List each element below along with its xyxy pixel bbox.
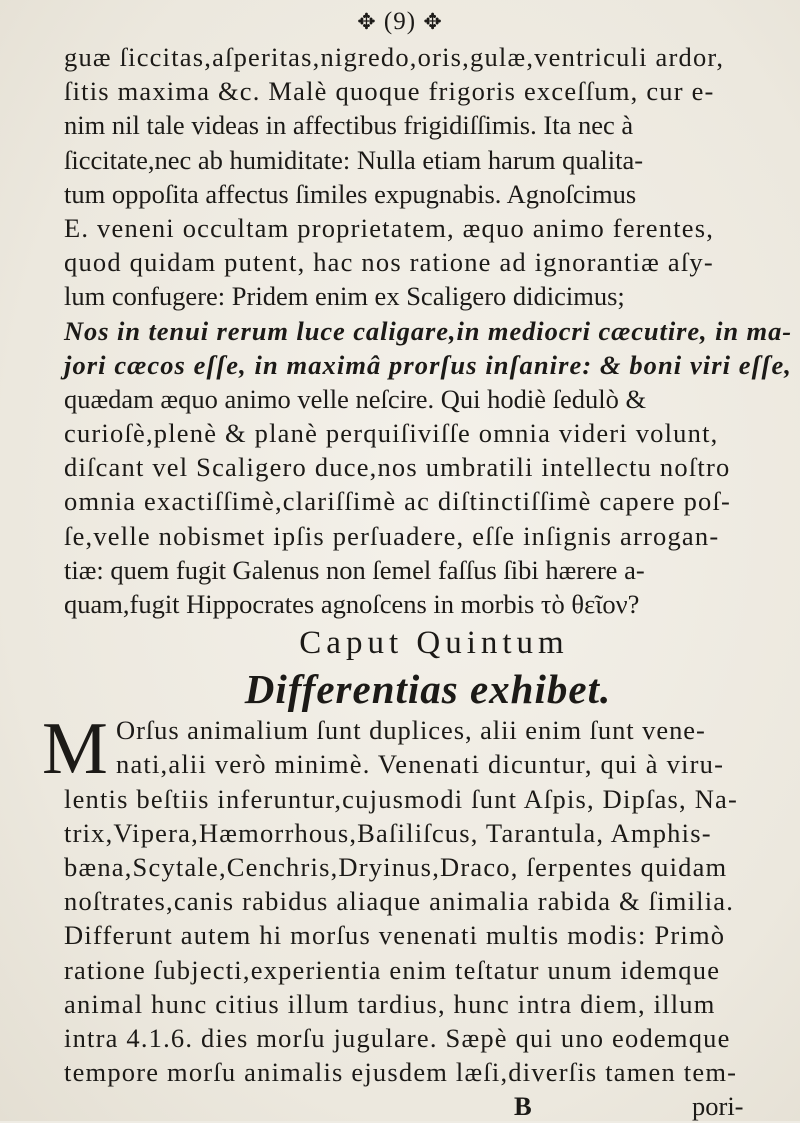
text-line: tempore morſu animalis ejusdem læſi,diverſis tamen tem- bbox=[64, 1057, 738, 1088]
quotation-line: Nos in tenui rerum luce caligare,in mediocri cæcutire, in ma- bbox=[64, 315, 792, 346]
text-line-content: Orſus animalium ſunt duplices, alii enim ſunt vene- bbox=[116, 715, 706, 746]
text-line: E. veneni occultam proprietatem, æquo animo ferentes, bbox=[64, 212, 715, 243]
text-line: omnia exactiſſimè,clariſſimè ac diſtinctiſſimè capere poſ- bbox=[64, 486, 732, 517]
text-line: curioſè,plenè & planè perquiſiviſſe omnia videri volunt, bbox=[64, 418, 719, 449]
quotation-line: jori cæcos eſſe, in maximâ prorſus inſanire: & boni viri eſſe, bbox=[64, 349, 792, 380]
page-header bbox=[0, 8, 800, 36]
text-line: animal hunc citius illum tardius, hunc intra diem, illum bbox=[64, 988, 716, 1019]
text-line: intra 4.1.6. dies morſu jugulare. Sæpè qui uno eodemque bbox=[64, 1022, 731, 1053]
text-line: nati,alii verò minimè. Venenati dicuntur, qui à viru- bbox=[116, 749, 725, 780]
text-line: quam,fugit Hippocrates agnoſcens in morbis τὸ θεῖον? bbox=[64, 589, 640, 619]
text-line: Differunt autem hi morſus venenati multis modis: Primò bbox=[64, 920, 726, 951]
text-line: ſe,velle nobismet ipſis perſuadere, eſſe inſignis arrogan- bbox=[64, 520, 720, 551]
text-line: quod quidam putent, hac nos ratione ad ignorantiæ aſy- bbox=[64, 247, 714, 278]
text-line: noſtrates,canis rabidus aliaque animalia rabida & ſimilia. bbox=[64, 886, 735, 917]
signature-mark: B bbox=[514, 1091, 532, 1122]
page-footer bbox=[64, 1089, 792, 1123]
text-line: lum confugere: Pridem enim ex Scaligero didicimus; bbox=[64, 281, 625, 312]
text-line: nim nil tale videas in affectibus frigidiſſimis. Ita nec à bbox=[64, 110, 634, 141]
text-line: ratione ſubjecti,experientia enim teſtatur unum idemque bbox=[64, 954, 721, 985]
text-line: trix,Vipera,Hæmorrhous,Baſiliſcus, Tarantula, Amphis- bbox=[64, 817, 712, 848]
ornament-left-icon: ✥ bbox=[357, 9, 377, 34]
chapter-subtitle: Differentias exhibet. bbox=[244, 666, 612, 713]
text-line: tiæ: quem fugit Galenus non ſemel faſſus ſibi hærere a- bbox=[64, 554, 645, 585]
ornament-right-icon: ✥ bbox=[423, 9, 443, 34]
chapter-title: Caput Quintum bbox=[299, 625, 569, 662]
text-line: lentis beſtiis inferuntur,cujusmodi ſunt Aſpis, Dipſas, Na- bbox=[64, 783, 739, 814]
text-line: quædam æquo animo velle neſcire. Qui hodiè ſedulò & bbox=[64, 383, 647, 414]
text-line: tum oppoſita affectus ſimiles expugnabis. Agnoſcimus bbox=[64, 178, 637, 209]
drop-cap: M bbox=[42, 708, 109, 791]
catchword: pori- bbox=[692, 1091, 744, 1122]
page-number: (9) bbox=[383, 8, 417, 35]
page-body bbox=[42, 40, 792, 1123]
text-line: ſitis maxima &c. Malè quoque frigoris exceſſum, cur e- bbox=[64, 76, 715, 107]
text-line: guæ ſiccitas,aſperitas,nigredo,oris,gulæ,ventriculi ardor, bbox=[64, 42, 725, 72]
text-line: ſiccitate,nec ab humiditate: Nulla etiam harum qualita- bbox=[64, 144, 644, 175]
text-line: diſcant vel Scaligero duce,nos umbratili intellectu noſtro bbox=[64, 452, 731, 483]
text-line: bæna,Scytale,Cenchris,Dryinus,Draco, ſerpentes quidam bbox=[64, 851, 728, 882]
